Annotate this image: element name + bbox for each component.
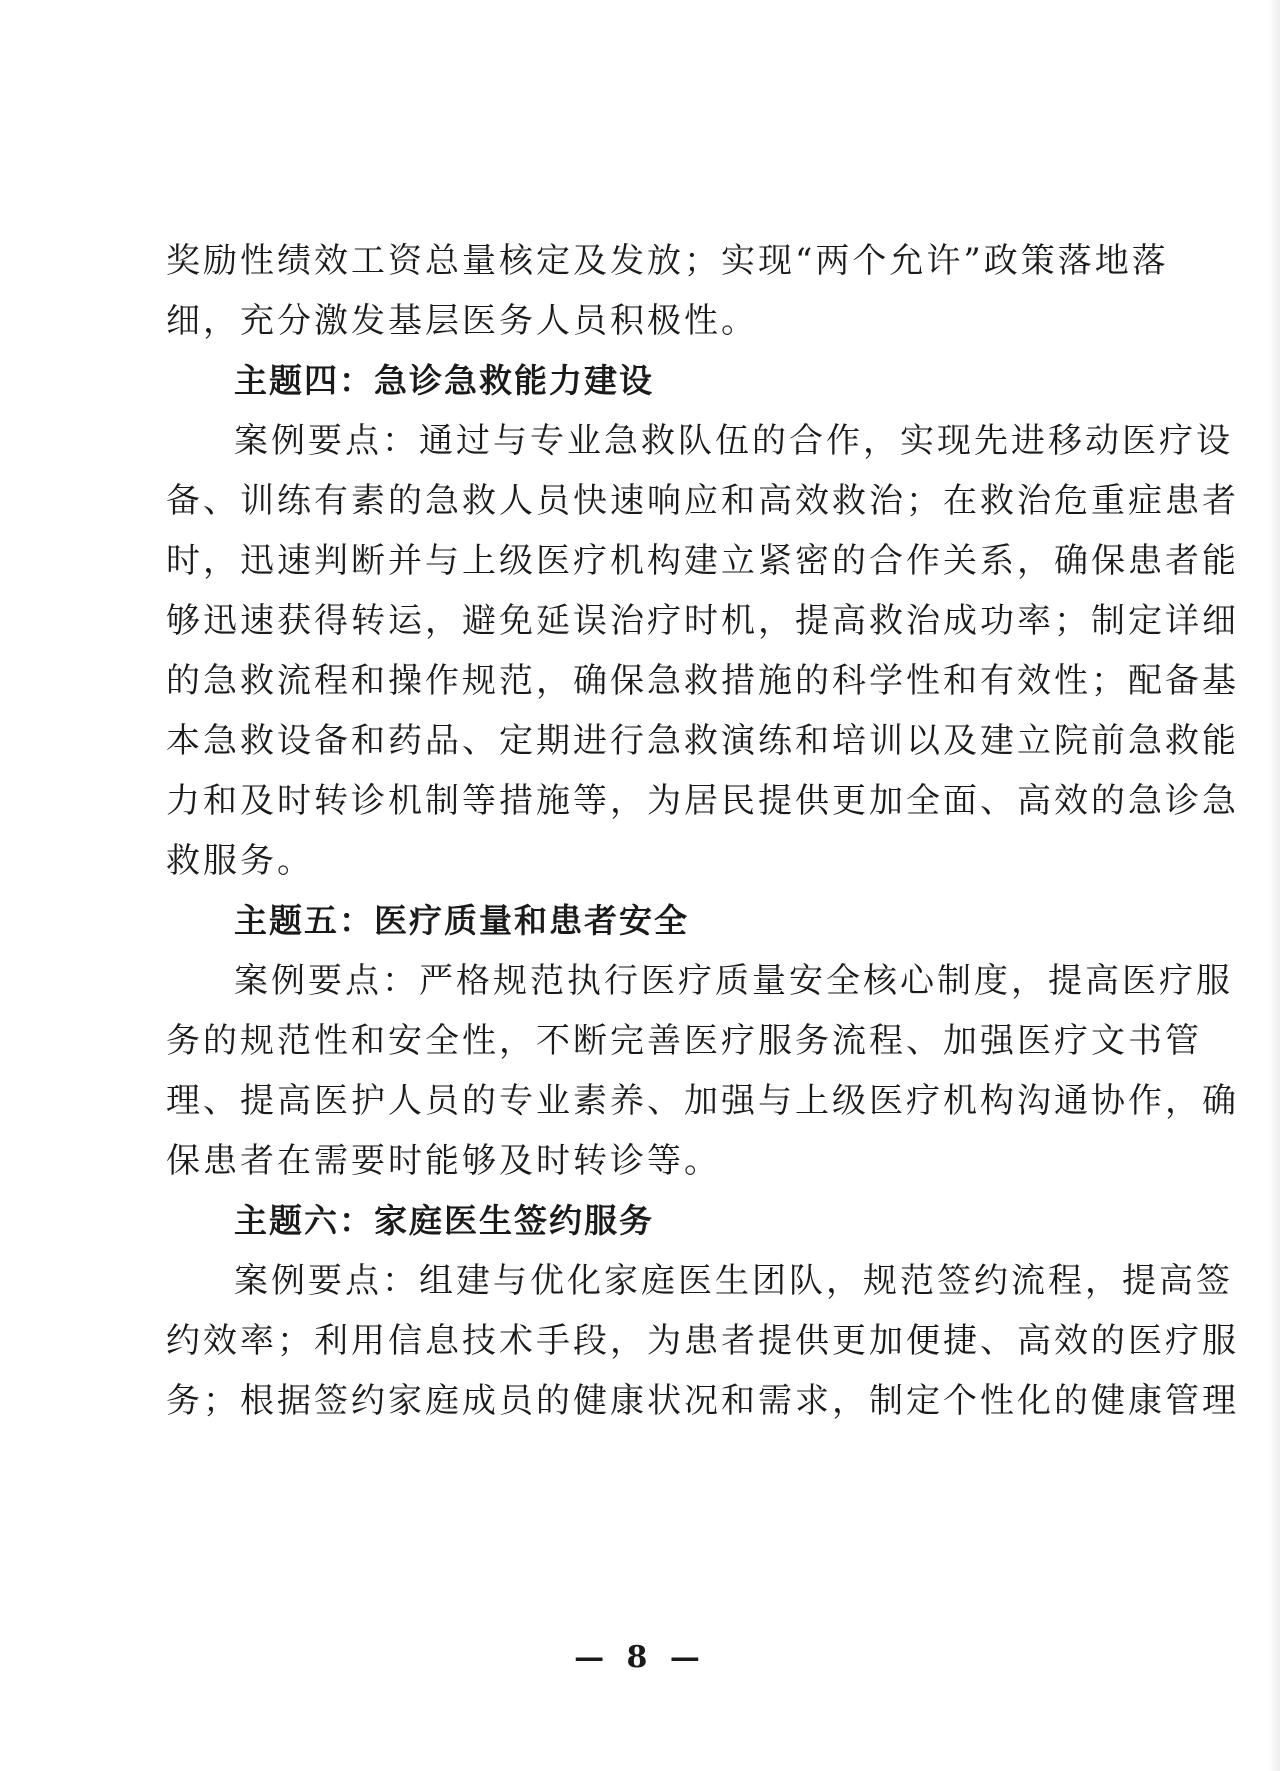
text-line: 备、训练有素的急救人员快速响应和高效救治；在救治危重症患者 [166, 481, 1239, 521]
document-body [166, 231, 1239, 1431]
text-line: 本急救设备和药品、定期进行急救演练和培训以及建立院前急救能 [166, 721, 1239, 761]
section-heading: 主题五：医疗质量和患者安全 [234, 901, 689, 940]
paragraph-continuation [166, 231, 1169, 351]
section-theme-6 [166, 1191, 1239, 1431]
text-line: 案例要点：组建与优化家庭医生团队，规范签约流程，提高签 [234, 1261, 1233, 1301]
text-line: 的急救流程和操作规范，确保急救措施的科学性和有效性；配备基 [166, 661, 1239, 701]
text-line: 救服务。 [166, 841, 314, 881]
section-theme-5 [166, 891, 1239, 1191]
text-line: 细，充分激发基层医务人员积极性。 [166, 301, 758, 341]
text-line: 力和及时转诊机制等措施等，为居民提供更加全面、高效的急诊急 [166, 781, 1239, 821]
text-line: 保患者在需要时能够及时转诊等。 [166, 1141, 721, 1181]
page-edge-shadow [1268, 0, 1280, 1771]
text-line: 案例要点：通过与专业急救队伍的合作，实现先进移动医疗设 [234, 421, 1233, 461]
page-number: — 8 — [574, 1640, 706, 1675]
text-line: 奖励性绩效工资总量核定及发放；实现“两个允许”政策落地落 [166, 241, 1169, 281]
section-theme-4 [166, 351, 1239, 891]
text-line: 时，迅速判断并与上级医疗机构建立紧密的合作关系，确保患者能 [166, 541, 1239, 581]
text-line: 理、提高医护人员的专业素养、加强与上级医疗机构沟通协作，确 [166, 1081, 1239, 1121]
text-line: 够迅速获得转运，避免延误治疗时机，提高救治成功率；制定详细 [166, 601, 1239, 641]
text-line: 案例要点：严格规范执行医疗质量安全核心制度，提高医疗服 [234, 961, 1233, 1001]
section-heading: 主题六：家庭医生签约服务 [234, 1201, 654, 1240]
text-line: 务的规范性和安全性，不断完善医疗服务流程、加强医疗文书管 [166, 1021, 1202, 1061]
text-line: 务；根据签约家庭成员的健康状况和需求，制定个性化的健康管理 [166, 1381, 1239, 1421]
section-heading: 主题四：急诊急救能力建设 [234, 361, 654, 400]
text-line: 约效率；利用信息技术手段，为患者提供更加便捷、高效的医疗服 [166, 1321, 1239, 1361]
